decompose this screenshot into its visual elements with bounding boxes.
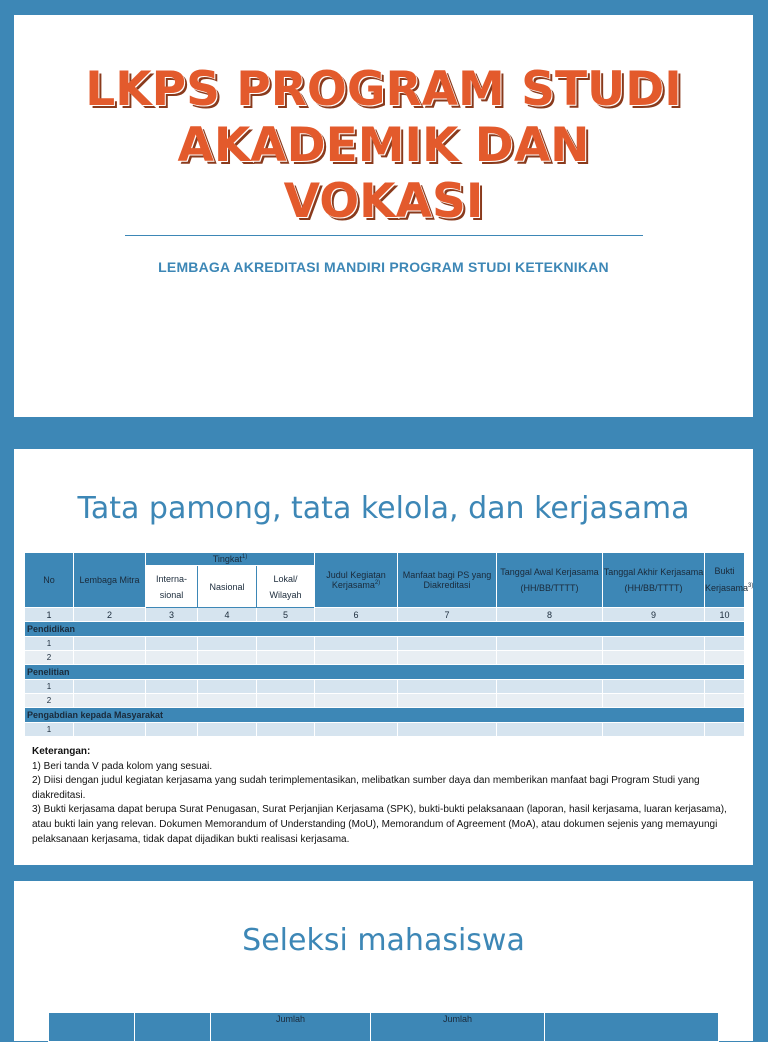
seleksi-slide (14, 881, 753, 1041)
section-row (25, 708, 745, 723)
header-internasional: Interna-sional (146, 566, 198, 608)
kerjasama-table (24, 552, 754, 737)
row-number: 2 (25, 694, 74, 708)
header-tingkat-sup: 1) (241, 554, 248, 560)
table-row (25, 694, 745, 708)
row-number: 1 (25, 637, 74, 651)
table-row (25, 680, 745, 694)
header-cell (49, 1013, 135, 1042)
slide-title: Seleksi mahasiswa (242, 923, 525, 958)
section-row (25, 665, 745, 680)
header-bukti-label: Bukti Kerjasama (705, 566, 749, 593)
row-number: 2 (25, 651, 74, 665)
slide-title: Tata pamong, tata kelola, dan kerjasama (77, 491, 690, 526)
header-jumlah: Jumlah (211, 1013, 371, 1042)
column-number-row (25, 608, 745, 622)
table-row (25, 637, 745, 651)
col-number: 8 (497, 608, 603, 622)
title-line-2: AKADEMIK DAN (177, 118, 590, 173)
col-number: 3 (146, 608, 198, 622)
header-bukti-sup: 3) (748, 583, 754, 589)
title-slide (14, 15, 753, 417)
kerjasama-slide (14, 449, 753, 865)
col-number: 5 (257, 608, 315, 622)
section-label: Penelitian (25, 665, 745, 680)
section-row (25, 622, 745, 637)
row-number: 1 (25, 680, 74, 694)
header-judul-sup: 2) (374, 580, 381, 586)
header-judul-label: Judul Kegiatan Kerjasama (326, 570, 386, 590)
title-line-3: VOKASI (283, 174, 484, 229)
header-jumlah: Jumlah (371, 1013, 545, 1042)
main-title (14, 62, 753, 230)
header-tanggal-awal: Tanggal Awal Kerjasama (HH/BB/TTTT) (497, 553, 603, 608)
header-cell (135, 1013, 211, 1042)
col-number: 6 (315, 608, 398, 622)
col-number: 1 (25, 608, 74, 622)
row-number: 1 (25, 723, 74, 737)
header-no: No (25, 553, 74, 608)
header-lokal: Lokal/ Wilayah (257, 566, 315, 608)
header-judul (315, 553, 398, 608)
section-label: Pendidikan (25, 622, 745, 637)
seleksi-table (48, 1012, 719, 1042)
table-row (25, 723, 745, 737)
notes-block (32, 745, 744, 847)
note-item: 3) Bukti kerjasama dapat berupa Surat Penugasan, Surat Perjanjian Kerjasama (SPK), bukti-bukti pelaksanaan (laporan, hasil kerjasama, luaran kerjasama), atau bukti lain yang relevan. Dokumen Memorandum of Understanding (MoU), Memorandum of Agreement (MoA), atau dokumen sejenis yang memayungi pelaksanaan kerjasama, tidak dapat dijadikan bukti realisasi kerjasama. (32, 804, 727, 845)
col-number: 9 (603, 608, 705, 622)
notes-heading: Keterangan: (32, 746, 91, 757)
title-divider (125, 235, 643, 236)
table-row (25, 651, 745, 665)
title-line-1: LKPS PROGRAM STUDI (85, 62, 682, 117)
header-tanggal-akhir: Tanggal Akhir Kerjasama (HH/BB/TTTT) (603, 553, 705, 608)
section-label: Pengabdian kepada Masyarakat (25, 708, 745, 723)
col-number: 4 (198, 608, 257, 622)
header-tingkat-label: Tingkat (212, 554, 242, 564)
header-manfaat: Manfaat bagi PS yang Diakreditasi (398, 553, 497, 608)
col-number: 2 (74, 608, 146, 622)
col-number: 7 (398, 608, 497, 622)
header-bukti (705, 553, 754, 608)
header-cell (545, 1013, 719, 1042)
header-tingkat (146, 553, 315, 566)
header-lembaga-mitra: Lembaga Mitra (74, 553, 146, 608)
header-nasional: Nasional (198, 566, 257, 608)
col-number: 10 (705, 608, 745, 622)
note-item: 1) Beri tanda V pada kolom yang sesuai. (32, 760, 213, 772)
note-item: 2) Diisi dengan judul kegiatan kerjasama yang sudah terimplementasikan, melibatkan sumber daya dan memberikan manfaat bagi Program Studi yang diakreditasi. (32, 775, 700, 801)
subtitle: LEMBAGA AKREDITASI MANDIRI PROGRAM STUDI KETEKNIKAN (158, 259, 609, 275)
